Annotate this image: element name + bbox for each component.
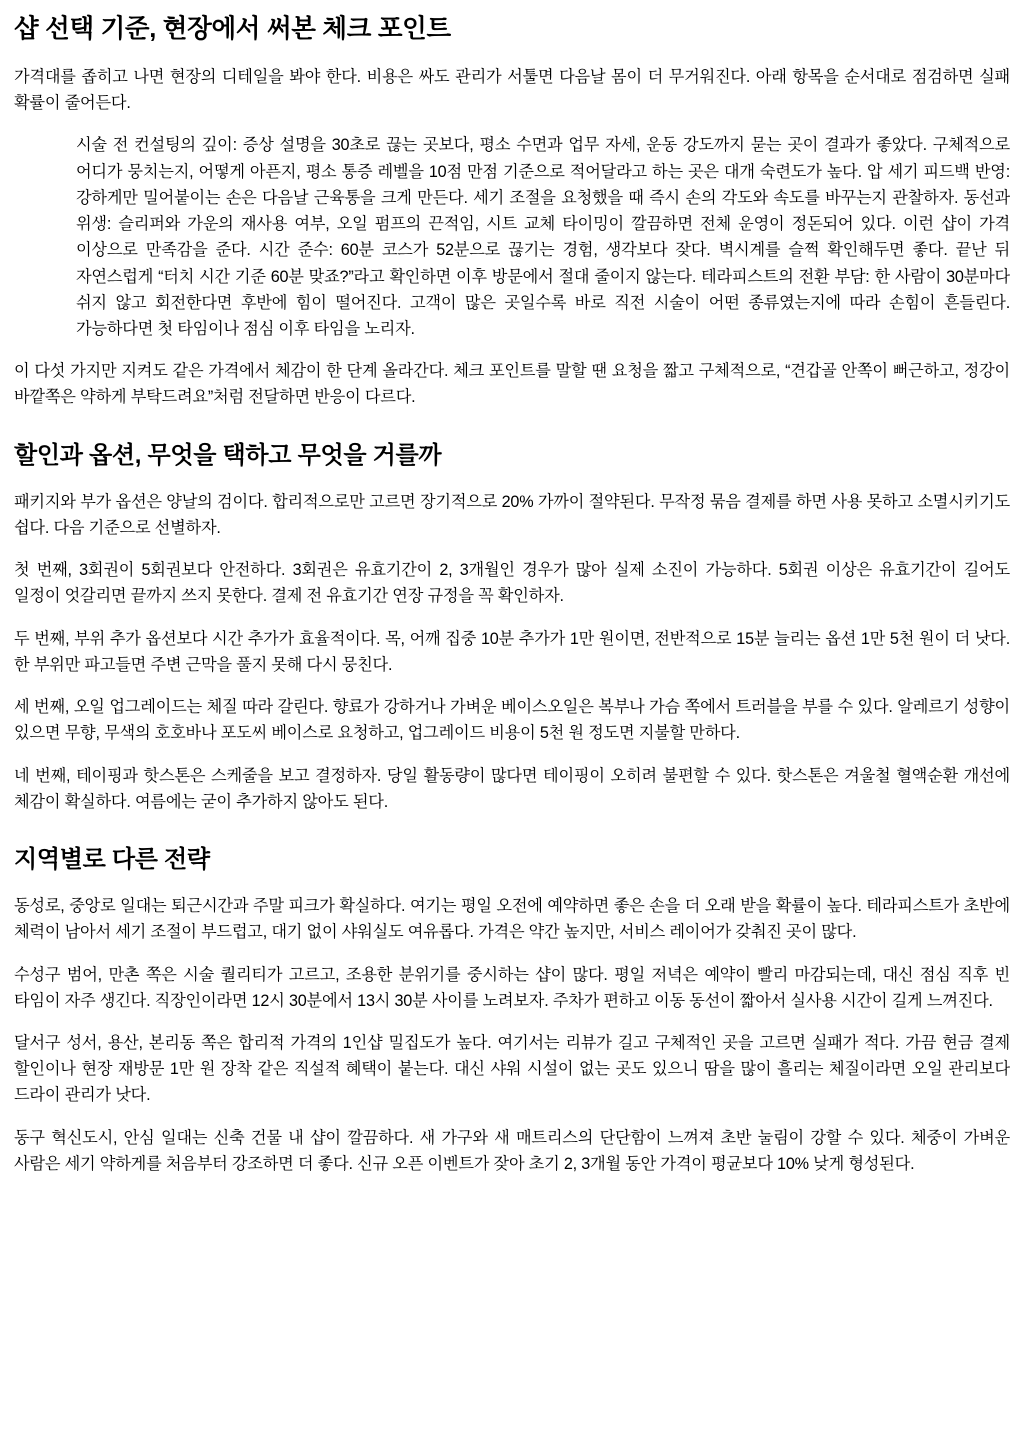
paragraph: 두 번째, 부위 추가 옵션보다 시간 추가가 효율적이다. 목, 어깨 집중 10분 추가가 1만 원이면, 전반적으로 15분 늘리는 옵션 1만 5천 원이 더 낫다. 한 부위만 파고들면 주변 근막을 풀지 못해 다시 뭉친다. (14, 629, 1010, 674)
paragraph: 동성로, 중앙로 일대는 퇴근시간과 주말 피크가 확실하다. 여기는 평일 오전에 예약하면 좋은 손을 더 오래 받을 확률이 높다. 테라피스트가 초반에 체력이 남아서 세기 조절이 부드럽고, 대기 없이 샤워실도 여유롭다. 가격은 약간 높지만, 서비스 레이어가 갖춰진 곳이 많다. (14, 897, 1010, 942)
paragraph: 수성구 범어, 만촌 쪽은 시술 퀄리티가 고르고, 조용한 분위기를 중시하는 샵이 많다. 평일 저녁은 예약이 빨리 마감되는데, 대신 점심 직후 빈 타임이 자주 생긴다. 직장인이라면 12시 30분에서 13시 30분 사이를 노려보자. 주차가 편하고 이동 동선이 짧아서 실사용 시간이 길게 느껴진다. (14, 965, 1010, 1010)
section-heading: 지역별로 다른 전략 (14, 846, 210, 874)
paragraph: 달서구 성서, 용산, 본리동 쪽은 합리적 가격의 1인샵 밀집도가 높다. 여기서는 리뷰가 길고 구체적인 곳을 고르면 실패가 적다. 가끔 현금 결제 할인이나 현장 재방문 1만 원 장착 같은 직설적 혜택이 붙는다. 대신 샤워 시설이 없는 곳도 있으니 땀을 많이 흘리는 체질이라면 오일 관리보다 드라이 관리가 낫다. (14, 1033, 1010, 1105)
section-regional-strategy (14, 845, 1010, 1177)
paragraph: 동구 혁신도시, 안심 일대는 신축 건물 내 샵이 깔끔하다. 새 가구와 새 매트리스의 단단함이 느껴져 초반 눌림이 강할 수 있다. 체중이 가벼운 사람은 세기 약하게를 처음부터 강조하면 더 좋다. 신규 오픈 이벤트가 잦아 초기 2, 3개월 동안 가격이 평균보다 10% 낮게 형성된다. (14, 1128, 1010, 1173)
section-discounts-options (14, 441, 1010, 815)
section-heading: 할인과 옵션, 무엇을 택하고 무엇을 거를까 (14, 441, 442, 469)
section-heading: 샵 선택 기준, 현장에서 써본 체크 포인트 (14, 15, 451, 43)
paragraph: 이 다섯 가지만 지켜도 같은 가격에서 체감이 한 단계 올라간다. 체크 포인트를 말할 땐 요청을 짧고 구체적으로, “견갑골 안쪽이 뻐근하고, 정강이 바깥쪽은 약하게 부탁드려요”처럼 전달하면 반응이 다르다. (14, 362, 1010, 407)
paragraph: 네 번째, 테이핑과 핫스톤은 스케줄을 보고 결정하자. 당일 활동량이 많다면 테이핑이 오히려 불편할 수 있다. 핫스톤은 겨울철 혈액순환 개선에 체감이 확실하다. 여름에는 굳이 추가하지 않아도 된다. (14, 766, 1010, 811)
blockquote (14, 132, 1010, 342)
section-shop-criteria (14, 14, 1010, 411)
paragraph: 패키지와 부가 옵션은 양날의 검이다. 합리적으로만 고르면 장기적으로 20% 가까이 절약된다. 무작정 묶음 결제를 하면 사용 못하고 소멸시키기도 쉽다. 다음 기준으로 선별하자. (14, 492, 1010, 537)
paragraph: 가격대를 좁히고 나면 현장의 디테일을 봐야 한다. 비용은 싸도 관리가 서툴면 다음날 몸이 더 무거워진다. 아래 항목을 순서대로 점검하면 실패 확률이 줄어든다. (14, 67, 1010, 113)
paragraph: 첫 번째, 3회권이 5회권보다 안전하다. 3회권은 유효기간이 2, 3개월인 경우가 많아 실제 소진이 가능하다. 5회권 이상은 유효기간이 길어도 일정이 엇갈리면 끝까지 쓰지 못한다. 결제 전 유효기간 연장 규정을 꼭 확인하자. (14, 561, 1010, 606)
paragraph: 세 번째, 오일 업그레이드는 체질 따라 갈린다. 향료가 강하거나 가벼운 베이스오일은 복부나 가슴 쪽에서 트러블을 부를 수 있다. 알레르기 성향이 있으면 무향, 무색의 호호바나 포도씨 베이스로 요청하고, 업그레이드 비용이 5천 원 정도면 지불할 만하다. (14, 698, 1010, 743)
blockquote-text: 시술 전 컨설팅의 깊이: 증상 설명을 30초로 끊는 곳보다, 평소 수면과 업무 자세, 운동 강도까지 묻는 곳이 결과가 좋았다. 구체적으로 어디가 뭉치는지, 어떻게 아픈지, 평소 통증 레벨을 10점 만점 기준으로 적어달라고 하는 곳은 대개 숙련도가 높다. 압 세기 피드백 반영: 강하게만 밀어붙이는 손은 다음날 근육통을 크게 만든다. 세기 조절을 요청했을 때 즉시 손의 각도와 속도를 바꾸는지 관찰하자. 동선과 위생: 슬리퍼와 가운의 재사용 여부, 오일 펌프의 끈적임, 시트 교체 타이밍이 깔끔하면 전체 운영이 정돈되어 있다. 이런 샵이 가격 이상으로 만족감을 준다. 시간 준수: 60분 코스가 52분으로 끊기는 경험, 생각보다 잦다. 벽시계를 슬쩍 확인해두면 좋다. 끝난 뒤 자연스럽게 “터치 시간 기준 60분 맞죠?”라고 확인하면 이후 방문에서 절대 줄이지 않는다. 테라피스트의 전환 부담: 한 사람이 30분마다 쉬지 않고 회전한다면 후반에 힘이 떨어진다. 고객이 많은 곳일수록 바로 직전 시술이 어떤 종류였는지에 따라 손힘이 흔들린다. 가능하다면 첫 타임이나 점심 이후 타임을 노리자. (76, 136, 1010, 338)
